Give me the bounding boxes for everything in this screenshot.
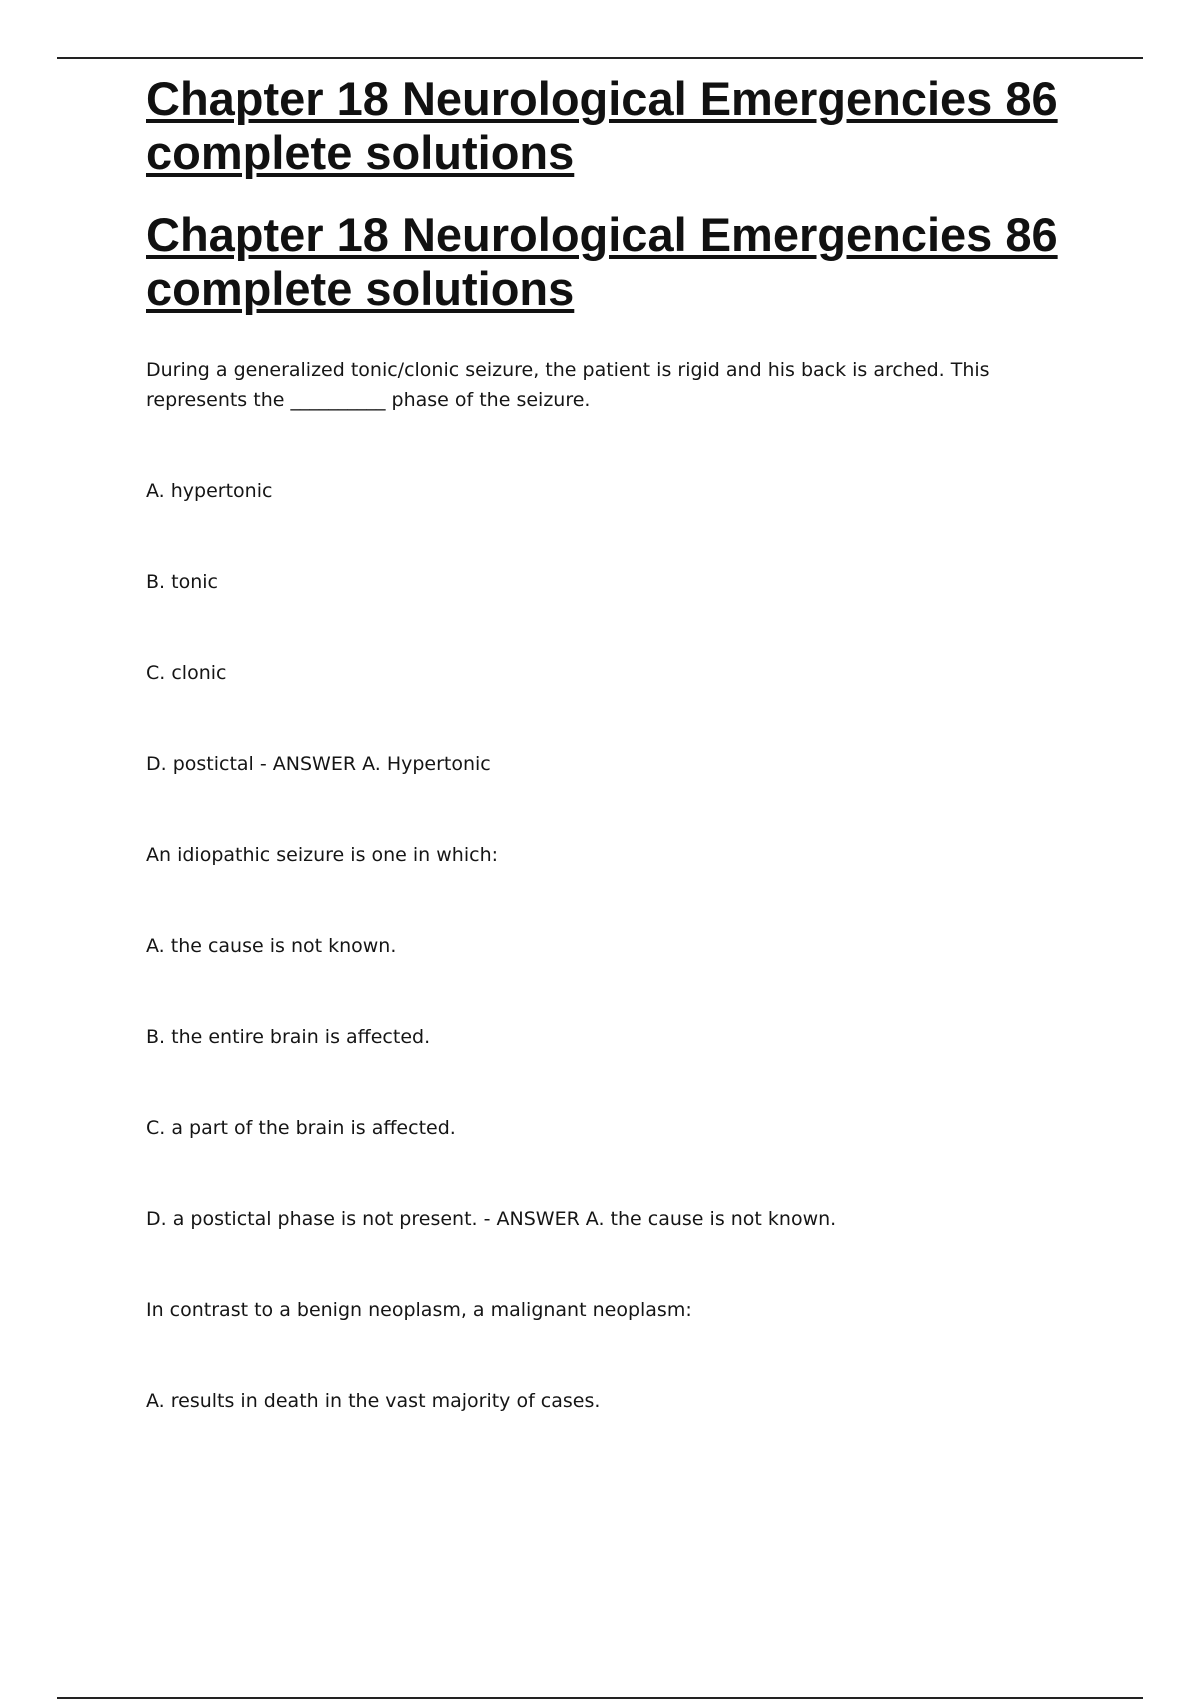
bottom-rule	[57, 1697, 1143, 1699]
answer-option: C. a part of the brain is affected.	[146, 1117, 456, 1139]
answer-option: C. clonic	[146, 662, 227, 684]
question-text: During a generalized tonic/clonic seizure, the patient is rigid and his back is arched. This represents the __________ phase of the seizure.	[146, 359, 990, 411]
top-rule	[57, 57, 1143, 59]
question-list	[146, 355, 1096, 1416]
answer-option: A. the cause is not known.	[146, 935, 397, 957]
answer-option: B. the entire brain is affected.	[146, 1026, 431, 1048]
answer-option: A. results in death in the vast majority of cases.	[146, 1390, 601, 1412]
question-text: In contrast to a benign neoplasm, a malignant neoplasm:	[146, 1299, 692, 1321]
answer-option-with-answer: D. a postictal phase is not present. - ANSWER A. the cause is not known.	[146, 1208, 837, 1230]
document-title: Chapter 18 Neurological Emergencies 86 complete solutions	[146, 72, 1058, 179]
document-title-repeat: Chapter 18 Neurological Emergencies 86 complete solutions	[146, 208, 1058, 315]
answer-option: B. tonic	[146, 571, 218, 593]
document-body	[146, 72, 1096, 1477]
answer-option: A. hypertonic	[146, 480, 273, 502]
question-text: An idiopathic seizure is one in which:	[146, 844, 499, 866]
answer-option-with-answer: D. postictal - ANSWER A. Hypertonic	[146, 753, 491, 775]
